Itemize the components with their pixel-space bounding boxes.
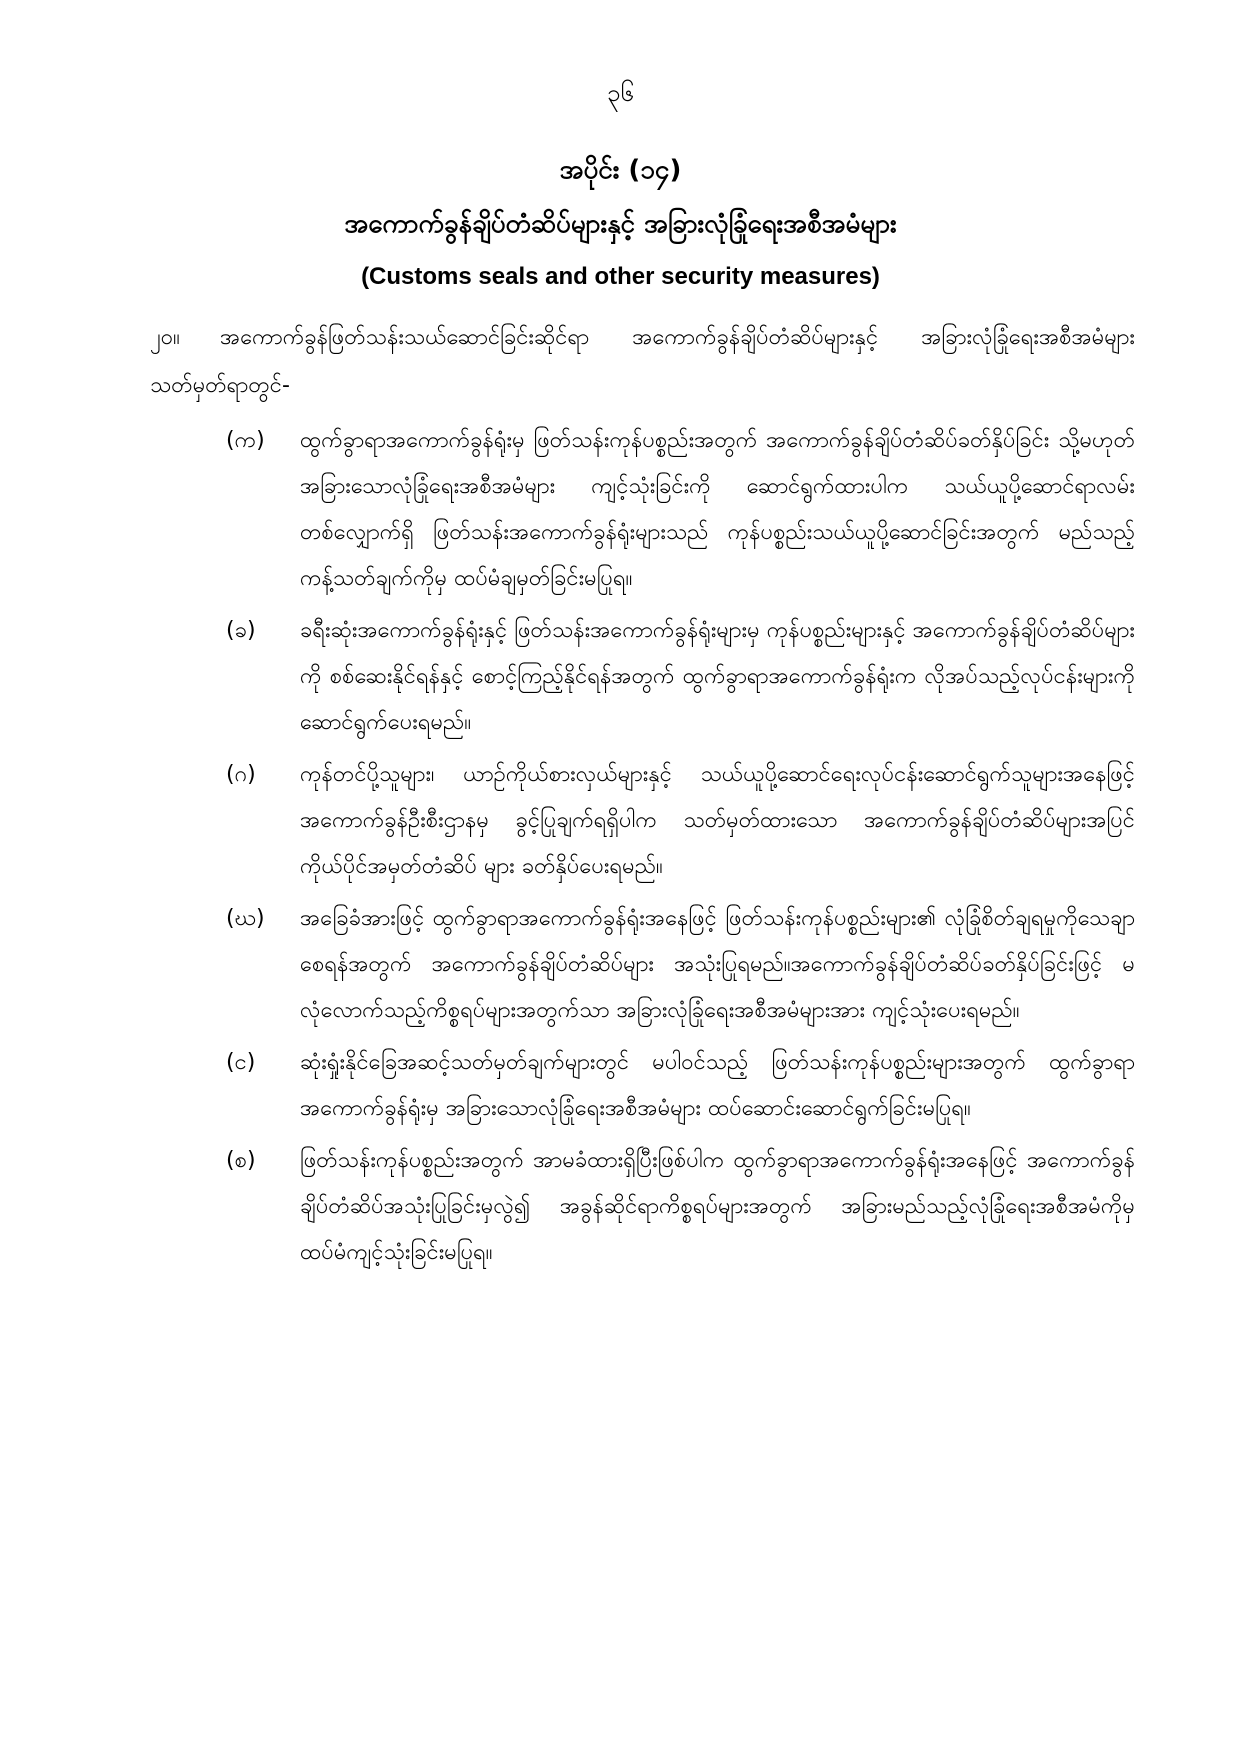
item-marker: (င) xyxy=(226,1050,256,1075)
item-text: ဆုံးရှုံးနိုင်ခြေအဆင့်သတ်မှတ်ချက်များတွင် မပါဝင်သည့် ဖြတ်သန်းကုန်ပစ္စည်းများအတွက် ထွက်ခွာရာအကောက်ခွန်ရုံးမှ အခြားသောလုံခြုံရေးအစီအမံများ ထပ်ဆောင်းဆောင်ရွက်ခြင်းမပြုရ။ xyxy=(300,1050,1135,1121)
part-title: အပိုင်း (၁၄) xyxy=(559,155,682,185)
list-item xyxy=(226,1040,1135,1132)
section-number: ၂၀။ xyxy=(150,325,180,350)
list-item xyxy=(226,418,1135,602)
item-text: အခြေခံအားဖြင့် ထွက်ခွာရာအကောက်ခွန်ရုံးအနေဖြင့် ဖြတ်သန်းကုန်ပစ္စည်းများ၏ လုံခြုံစိတ်ချရမှုကိုသေချာစေရန်အတွက် အကောက်ခွန်ချိပ်တံဆိပ်များ အသုံးပြုရမည်။အကောက်ခွန်ချိပ်တံဆိပ်ခတ်နှိပ်ခြင်းဖြင့် မလုံလောက်သည့်ကိစ္စရပ်များအတွက်သာ အခြားလုံခြုံရေးအစီအမံများအား ကျင့်သုံးပေးရမည်။ xyxy=(300,906,1135,1023)
item-marker: (က) xyxy=(226,428,265,453)
item-list xyxy=(226,418,1135,1282)
list-item xyxy=(226,752,1135,890)
list-item xyxy=(226,896,1135,1034)
item-marker: (ခ) xyxy=(226,618,256,643)
item-text: ထွက်ခွာရာအကောက်ခွန်ရုံးမှ ဖြတ်သန်းကုန်ပစ္စည်းအတွက် အကောက်ခွန်ချိပ်တံဆိပ်ခတ်နှိပ်ခြင်း သို့မဟုတ် အခြားသောလုံခြုံရေးအစီအမံများ ကျင့်သုံးခြင်းကို ဆောင်ရွက်ထားပါက သယ်ယူပို့ဆောင်ရာလမ်းတစ်လျှောက်ရှိ ဖြတ်သန်းအကောက်ခွန်ရုံးများသည် ကုန်ပစ္စည်းသယ်ယူပို့ဆောင်ခြင်းအတွက် မည်သည့်ကန့်သတ်ချက်ကိုမှ ထပ်မံချမှတ်ခြင်းမပြုရ။ xyxy=(300,428,1135,591)
list-item xyxy=(226,608,1135,746)
part-heading: အကောက်ခွန်ချိပ်တံဆိပ်များနှင့် အခြားလုံခြုံရေးအစီအမံများ xyxy=(344,209,897,239)
part-english-heading: (Customs seals and other security measures) xyxy=(361,263,880,290)
item-marker: (ဃ) xyxy=(226,906,265,931)
item-marker: (စ) xyxy=(226,1148,256,1173)
item-text: ခရီးဆုံးအကောက်ခွန်ရုံးနှင့် ဖြတ်သန်းအကောက်ခွန်ရုံးများမှ ကုန်ပစ္စည်းများနှင့် အကောက်ခွန်ချိပ်တံဆိပ်များကို စစ်ဆေးနိုင်ရန်နှင့် စောင့်ကြည့်နိုင်ရန်အတွက် ထွက်ခွာရာအကောက်ခွန်ရုံးက လိုအပ်သည့်လုပ်ငန်းများကိုဆောင်ရွက်ပေးရမည်။ xyxy=(300,618,1135,735)
list-item xyxy=(226,1138,1135,1276)
item-text: ကုန်တင်ပို့သူများ၊ ယာဉ်ကိုယ်စားလှယ်များနှင့် သယ်ယူပို့ဆောင်ရေးလုပ်ငန်းဆောင်ရွက်သူများအနေဖြင့် အကောက်ခွန်ဦးစီးဌာနမှ ခွင့်ပြုချက်ရရှိပါက သတ်မှတ်ထားသော အကောက်ခွန်ချိပ်တံဆိပ်များအပြင် ကိုယ်ပိုင်အမှတ်တံဆိပ် များ ခတ်နှိပ်ပေးရမည်။ xyxy=(300,762,1135,879)
item-text: ဖြတ်သန်းကုန်ပစ္စည်းအတွက် အာမခံထားရှိပြီးဖြစ်ပါက ထွက်ခွာရာအကောက်ခွန်ရုံးအနေဖြင့် အကောက်ခွန်ချိပ်တံဆိပ်အသုံးပြုခြင်းမှလွဲ၍ အခွန်ဆိုင်ရာကိစ္စရပ်များအတွက် အခြားမည်သည့်လုံခြုံရေးအစီအမံကိုမှ ထပ်မံကျင့်သုံးခြင်းမပြုရ။ xyxy=(300,1148,1135,1265)
item-marker: (ဂ) xyxy=(226,762,256,787)
section-paragraph xyxy=(150,314,1135,410)
page-number: ၃၆ xyxy=(607,79,634,107)
section-text: အကောက်ခွန်ဖြတ်သန်းသယ်ဆောင်ခြင်းဆိုင်ရာ အကောက်ခွန်ချိပ်တံဆိပ်များနှင့် အခြားလုံခြုံရေးအစီအမံများ သတ်မှတ်ရာတွင်- xyxy=(150,325,1135,398)
